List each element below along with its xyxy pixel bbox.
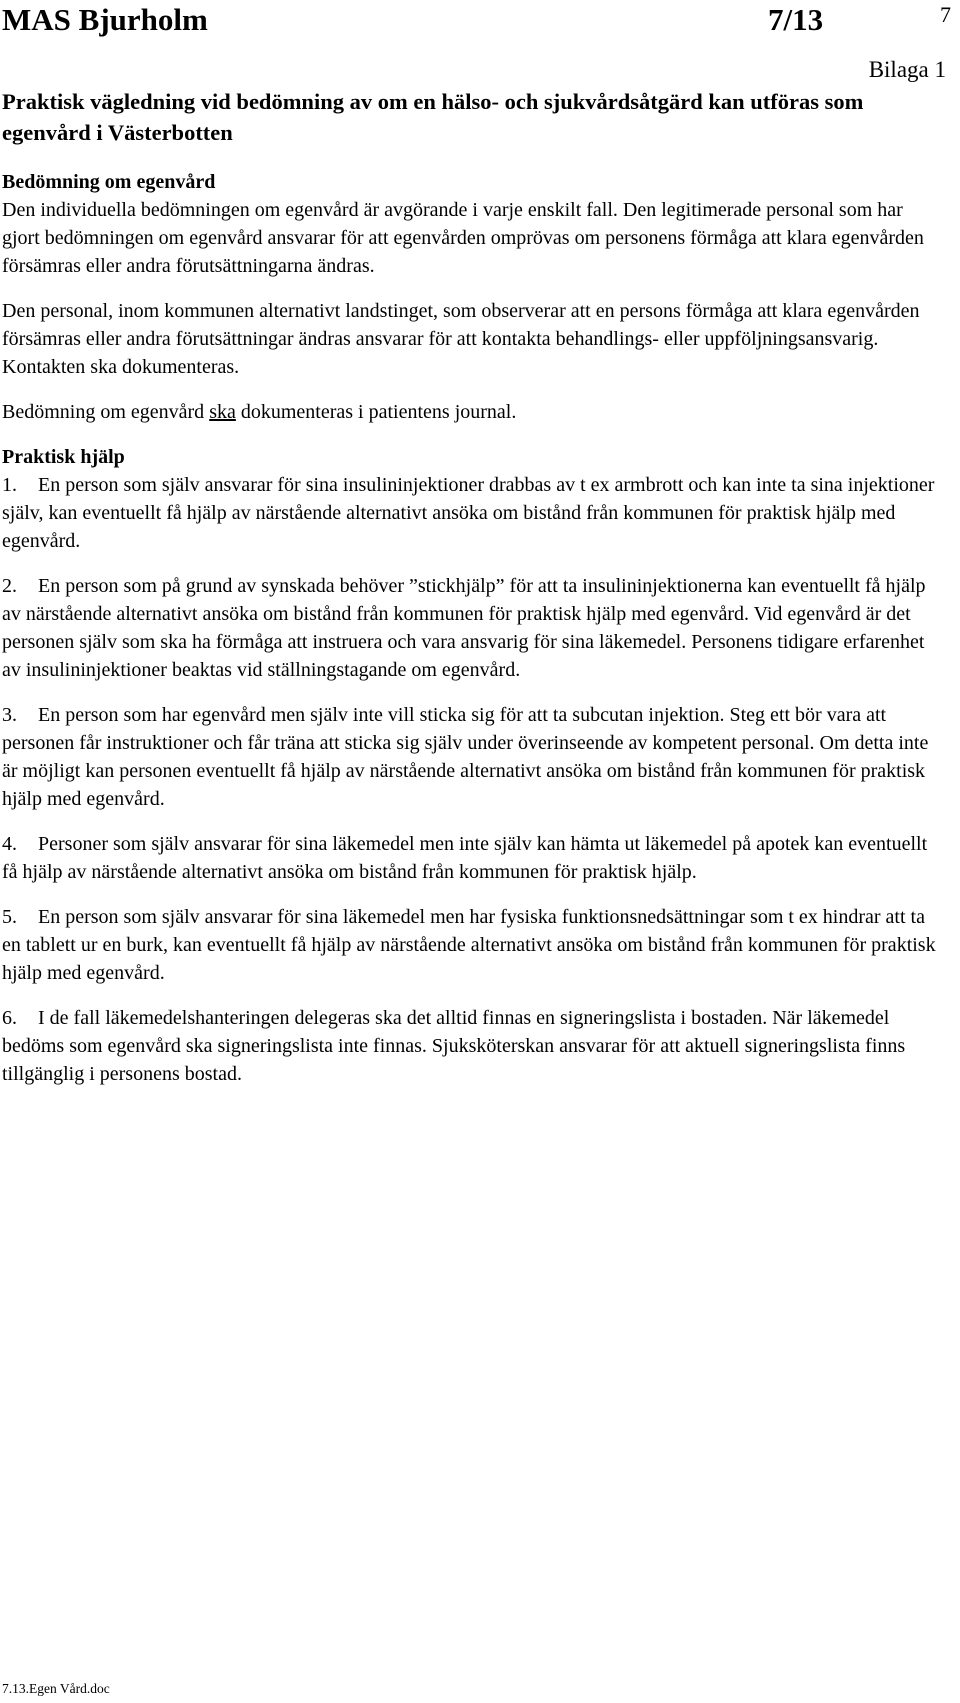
list-item — [2, 701, 937, 813]
list-item-number: 5. — [2, 906, 17, 928]
list-item-text: En person som på grund av synskada behöver ”stickhjälp” för att ta insulininjektionerna kan eventuellt få hjälp av närstående alternativt ansöka om bistånd från kommunen för praktisk hjälp med egenvård. Vid egenvård är det personen själv som ska ha förmåga att instruera och vara ansvarig för sina läkemedel. Personens tidigare erfarenhet av insulininjektioner beaktas vid ställningstagande om egenvård. — [2, 575, 926, 681]
list-item — [2, 830, 937, 886]
footer-filename: 7.13.Egen Vård.doc — [2, 1681, 110, 1696]
header-organization: MAS Bjurholm — [2, 2, 208, 37]
text-span: dokumenteras i patientens journal. — [235, 401, 517, 423]
list-item-number: 6. — [2, 1007, 17, 1029]
list-item-number: 4. — [2, 833, 17, 855]
list-item — [2, 572, 937, 684]
paragraph: Den personal, inom kommunen alternativt landstinget, som observerar att en persons förmåga att klara egenvården försämras eller andra förutsättningar ändras ansvarar för att kontakta behandlings- eller uppföljningsansvarig. Kontakten ska dokumenteras. — [2, 300, 920, 378]
list-item-number: 3. — [2, 704, 17, 726]
list-item-text: En person som själv ansvarar för sina läkemedel men har fysiska funktionsnedsättningar som t ex hindrar att ta en tablett ur en burk, kan eventuellt få hjälp av närstående alternativt ansöka om bistånd från kommunen för praktisk hjälp med egenvård. — [2, 906, 936, 984]
list-item-text: Personer som själv ansvarar för sina läkemedel men inte själv kan hämta ut läkemedel på apotek kan eventuellt få hjälp av närstående alternativt ansöka om bistånd från kommunen för praktisk hjälp. — [2, 833, 928, 883]
list-item-text: I de fall läkemedelshanteringen delegeras ska det alltid finnas en signeringslista i bostaden. När läkemedel bedöms som egenvård ska signeringslista inte finnas. Sjuksköterskan ansvarar för att aktuell signeringslista finns tillgänglig i personens bostad. — [2, 1007, 906, 1085]
list-item-number: 1. — [2, 474, 17, 496]
header-attachment-label: Bilaga 1 — [868, 57, 946, 82]
list-item-number: 2. — [2, 575, 17, 597]
paragraph: Den individuella bedömningen om egenvård är avgörande i varje enskilt fall. Den legitimerade personal som har gjort bedömningen om egenvård ansvarar för att egenvården omprövas om personens förmåga att klara egenvården försämras eller andra förutsättningarna ändras. — [2, 199, 924, 277]
section-practical-help — [2, 443, 937, 1088]
list-item — [2, 903, 937, 987]
text-span: Bedömning om egenvård — [2, 401, 210, 423]
list-item-text: En person som har egenvård men själv inte vill sticka sig för att ta subcutan injektion. Steg ett bör vara att personen får instruktioner och får träna att sticka sig själv under överinseende av kompetent personal. Om detta inte är möjligt kan personen eventuellt få hjälp av närstående alternativt ansöka om bistånd från kommunen för praktisk hjälp med egenvård. — [2, 704, 929, 810]
underlined-word: ska — [209, 401, 236, 423]
document-title: Praktisk vägledning vid bedömning av om en hälso- och sjukvårdsåtgärd kan utföras som egenvård i Västerbotten — [2, 89, 864, 145]
section-heading: Bedömning om egenvård — [2, 171, 216, 193]
list-item-text: En person som själv ansvarar för sina insulininjektioner drabbas av t ex armbrott och kan inte ta sina injektioner själv, kan eventuellt få hjälp av närstående alternativt ansöka om bistånd från kommunen för praktisk hjälp med egenvård. — [2, 474, 935, 552]
list-item — [2, 1004, 937, 1088]
section-assessment — [2, 168, 937, 426]
header-page-number: 7 — [940, 2, 951, 27]
paragraph — [2, 398, 937, 426]
header-page-indicator: 7/13 — [768, 2, 824, 37]
list-item — [2, 471, 937, 555]
section-heading: Praktisk hjälp — [2, 446, 125, 468]
document-body — [2, 86, 937, 1105]
